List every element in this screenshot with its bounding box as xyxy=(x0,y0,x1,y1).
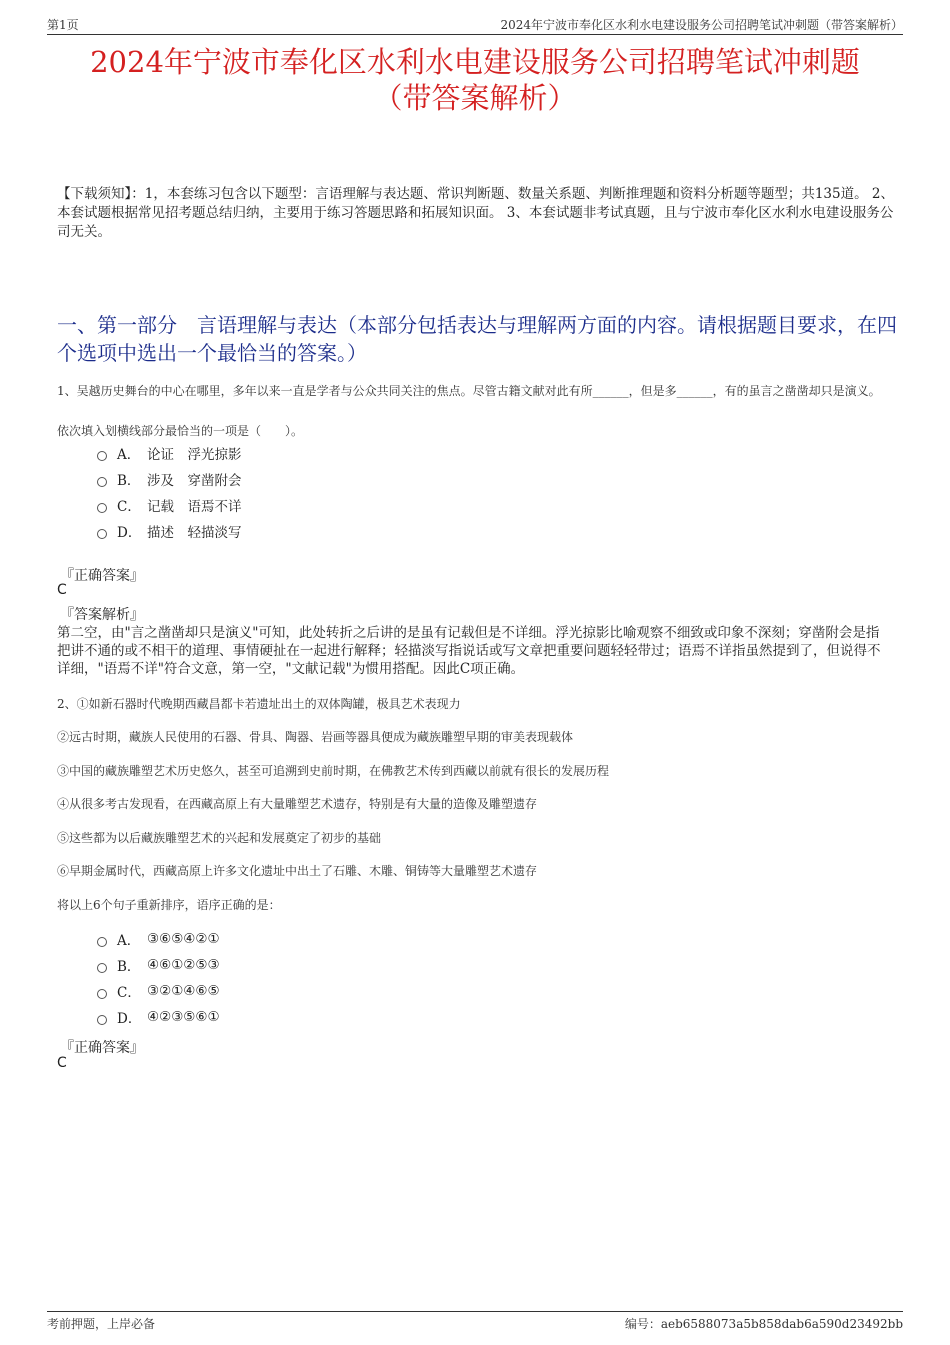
radio-icon[interactable] xyxy=(97,963,107,973)
option-letter: D． xyxy=(117,1011,142,1027)
q2-prompt: 将以上6个句子重新排序，语序正确的是： xyxy=(57,898,281,912)
option-text: 论证 浮光掠影 xyxy=(147,447,242,463)
q2-sentence-1: 2、①如新石器时代晚期西藏昌都卡若遗址出土的双体陶罐，极具艺术表现力 xyxy=(57,697,461,711)
question-1-text: 1、吴越历史舞台的中心在哪里，多年以来一直是学者与公众共同关注的焦点。尽管古籍文献对此有所______，但是多______，有的虽言之凿凿却只是演义。 xyxy=(57,384,881,398)
radio-icon[interactable] xyxy=(97,451,107,461)
q2-answer-label: 『正确答案』 xyxy=(60,1040,144,1056)
option-text: 描述 轻描淡写 xyxy=(147,525,242,541)
q2-sentence-5: ⑤这些都为以后藏族雕塑艺术的兴起和发展奠定了初步的基础 xyxy=(57,831,382,845)
page-header xyxy=(47,14,903,35)
q1-option-c[interactable] xyxy=(97,495,242,515)
option-letter: D． xyxy=(117,525,142,541)
q1-analysis-label: 『答案解析』 xyxy=(60,607,144,623)
q1-option-b[interactable] xyxy=(97,469,242,489)
page-footer xyxy=(47,1311,903,1336)
option-text: ④⑥①②⑤③ xyxy=(147,957,220,973)
q1-analysis: 第二空，由"言之凿凿却只是演义"可知，此处转折之后讲的是虽有记载但是不详细。浮光掠影比喻观察不细致或印象不深刻；穿凿附会是指把讲不通的或不相干的道理、事情硬扯在一起进行解释；轻描淡写指说话或写文章把重要问题轻轻带过；语焉不详指虽然提到了，但说得不详细，"语焉不详"符合文意，第一空，"文献记载"为惯用搭配。因此C项正确。 xyxy=(57,625,881,677)
footer-serial: 编号：aeb6588073a5b858dab6a590d23492bb xyxy=(624,1317,903,1331)
page-number: 第1页 xyxy=(47,18,79,32)
q2-option-a[interactable] xyxy=(97,929,220,949)
option-letter: A． xyxy=(117,447,141,463)
radio-icon[interactable] xyxy=(97,937,107,947)
radio-icon[interactable] xyxy=(97,503,107,513)
q2-sentence-4: ④从很多考古发现看，在西藏高原上有大量雕塑艺术遗存，特别是有大量的造像及雕塑遗存 xyxy=(57,797,538,811)
q1-option-a[interactable] xyxy=(97,443,242,463)
radio-icon[interactable] xyxy=(97,1015,107,1025)
option-text: 涉及 穿凿附会 xyxy=(147,473,242,489)
title-line-1: 2024年宁波市奉化区水利水电建设服务公司招聘笔试冲刺题 xyxy=(90,45,860,79)
q2-option-c[interactable] xyxy=(97,981,220,1001)
option-text: 记载 语焉不详 xyxy=(147,499,242,515)
radio-icon[interactable] xyxy=(97,529,107,539)
option-text: ④②③⑤⑥① xyxy=(147,1009,220,1025)
option-letter: C． xyxy=(117,985,141,1001)
q2-answer: C xyxy=(57,1055,67,1071)
option-letter: A． xyxy=(117,933,141,949)
q2-sentence-3: ③中国的藏族雕塑艺术历史悠久，甚至可追溯到史前时期，在佛教艺术传到西藏以前就有很长的发展历程 xyxy=(57,764,610,778)
download-notice: 【下载须知】：1，本套练习包含以下题型：言语理解与表达题、常识判断题、数量关系题、判断推理题和资料分析题等题型；共135道。 2、本套试题根据常见招考题总结归纳，主要用于练习答题思路和拓展知识面。 3、本套试题非考试真题，且与宁波市奉化区水利水电建设服务公司无关。 xyxy=(57,186,894,240)
radio-icon[interactable] xyxy=(97,477,107,487)
header-doc-title: 2024年宁波市奉化区水利水电建设服务公司招聘笔试冲刺题（带答案解析） xyxy=(500,18,903,32)
option-letter: C． xyxy=(117,499,141,515)
q2-sentence-2: ②远古时期，藏族人民使用的石器、骨具、陶器、岩画等器具便成为藏族雕塑早期的审美表现载体 xyxy=(57,730,574,744)
section-heading: 一、第一部分 言语理解与表达（本部分包括表达与理解两方面的内容。请根据题目要求，在四个选项中选出一个最恰当的答案。） xyxy=(57,313,897,365)
option-text: ③⑥⑤④②① xyxy=(147,931,220,947)
question-1-prompt: 依次填入划横线部分最恰当的一项是（ ）。 xyxy=(57,424,304,438)
footer-slogan: 考前押题，上岸必备 xyxy=(47,1317,156,1331)
option-letter: B． xyxy=(117,473,141,489)
q2-sentence-6: ⑥早期金属时代，西藏高原上许多文化遗址中出土了石雕、木雕、铜铸等大量雕塑艺术遗存 xyxy=(57,864,538,878)
q1-option-d[interactable] xyxy=(97,521,242,541)
radio-icon[interactable] xyxy=(97,989,107,999)
q1-answer-label: 『正确答案』 xyxy=(60,568,144,584)
document-title xyxy=(40,44,910,116)
option-text: ③②①④⑥⑤ xyxy=(147,983,220,999)
q1-answer: C xyxy=(57,582,67,598)
option-letter: B． xyxy=(117,959,141,975)
q2-option-b[interactable] xyxy=(97,955,220,975)
q2-option-d[interactable] xyxy=(97,1007,220,1027)
title-line-2: （带答案解析） xyxy=(373,81,577,115)
